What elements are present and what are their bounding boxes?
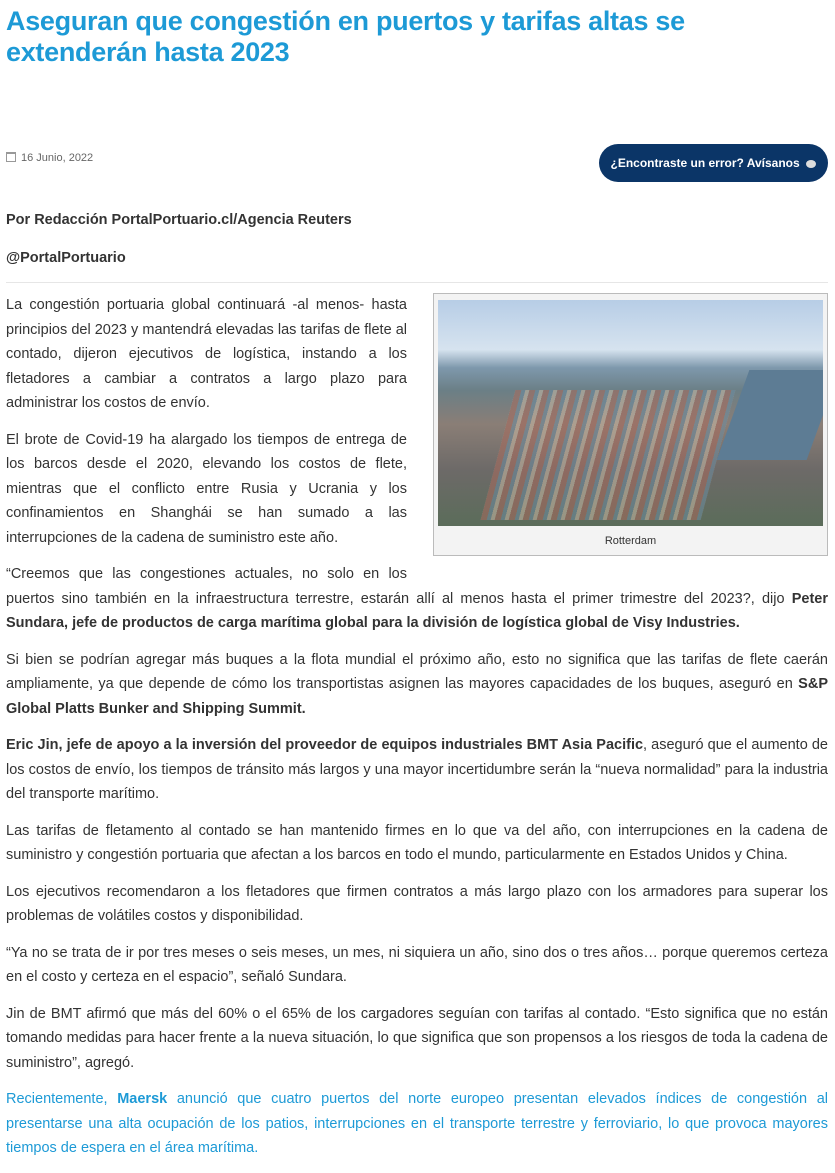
text: Las tarifas de fletamento al contado se han mantenido firmes en lo que va del año, con interrupciones en la cadena de suministro y congestión portuaria que afectan a los barcos en todo el mundo, particularmente en Estados Unidos y China.	[6, 822, 828, 863]
article-paragraph	[6, 941, 828, 990]
article-paragraph	[6, 733, 828, 807]
article-title: Aseguran que congestión en puertos y tarifas altas se extenderán hasta 2023	[6, 6, 685, 67]
bold-text: Maersk	[117, 1091, 168, 1107]
text: “Ya no se trata de ir por tres meses o seis meses, un mes, ni siquiera un año, sino dos o tres años… porque queremos certeza en el costo y certeza en el espacio”, señaló Sundara.	[6, 944, 828, 985]
text: Los ejecutivos recomendaron a los fletadores que firmen contratos a más largo plazo con los armadores para superar los problemas de volátiles costos y disponibilidad.	[6, 883, 828, 924]
article-paragraph	[6, 562, 828, 636]
text: , aseguró que el aumento de los costos de envío, los tiempos de tránsito más largos y una mayor incertidumbre serán la “nueva normalidad” para la industria del transporte marítimo.	[6, 737, 828, 802]
comment-icon	[806, 160, 816, 168]
article-paragraph	[6, 880, 828, 929]
port-photo	[438, 300, 823, 526]
article-link-paragraph[interactable]	[6, 1087, 828, 1161]
text: La congestión portuaria global continuará -al menos- hasta principios del 2023 y mantendrá elevadas las tarifas de flete al contado, dijeron ejecutivos de logística, instando a los fletadores a cambiar a contratos a largo plazo para administrar los costos de envío.	[6, 297, 407, 411]
text: Si bien se podrían agregar más buques a la flota mundial el próximo año, esto no significa que las tarifas de flete caerán ampliamente, ya que depende de cómo los transportistas asignen las mayores capacidades de los buques, aseguró en	[6, 651, 828, 692]
article-paragraph	[6, 648, 828, 722]
figure-caption: Rotterdam	[604, 535, 657, 547]
date-text: 16 Junio, 2022	[21, 152, 94, 164]
divider	[6, 282, 828, 283]
report-error-label: ¿Encontraste un error? Avísanos	[610, 156, 800, 170]
bold-text: Peter Sundara, jefe de productos de carga marítima global para la división de logística global de Visy Industries.	[6, 590, 828, 631]
text: anunció que cuatro puertos del norte europeo presentan elevados índices de congestión al presentarse una alta ocupación de los patios, interrupciones en el transporte terrestre y ferroviario, lo que provoca mayores tiempos de espera en el área marítima.	[6, 1091, 828, 1156]
text: “Creemos que las congestiones actuales, no solo en los puertos sino también en la infraestructura terrestre, estarán allí al menos hasta el primer trimestre del 2023?, dijo	[6, 566, 792, 607]
article-meta	[6, 142, 828, 202]
twitter-handle[interactable]: @PortalPortuario	[6, 250, 126, 266]
text: Recientemente,	[6, 1091, 118, 1107]
byline: Por Redacción PortalPortuario.cl/Agencia Reuters	[6, 212, 352, 228]
bold-text: S&P Global Platts Bunker and Shipping Summit.	[6, 676, 828, 717]
text: El brote de Covid-19 ha alargado los tiempos de entrega de los barcos desde el 2020, elevando los costos de flete, mientras que el conflicto entre Rusia y Ucrania y los confinamientos en Shanghái se han sumado a las interrupciones de la cadena de suministro este año.	[6, 431, 407, 546]
report-error-button[interactable]	[599, 144, 829, 182]
bold-text: Eric Jin, jefe de apoyo a la inversión del proveedor de equipos industriales BMT Asia Pacific	[6, 737, 644, 753]
article-figure	[433, 293, 828, 556]
publish-date	[6, 152, 93, 164]
article-paragraph	[6, 1002, 828, 1076]
text: Jin de BMT afirmó que más del 60% o el 65% de los cargadores seguían con tarifas al contado. “Esto significa que no están tomando medidas para hacer frente a la nueva situación, lo que significa que son propensos a los riesgos de toda la cadena de suministro”, agregó.	[6, 1005, 828, 1071]
article-paragraph	[6, 819, 828, 868]
calendar-icon	[6, 152, 16, 162]
